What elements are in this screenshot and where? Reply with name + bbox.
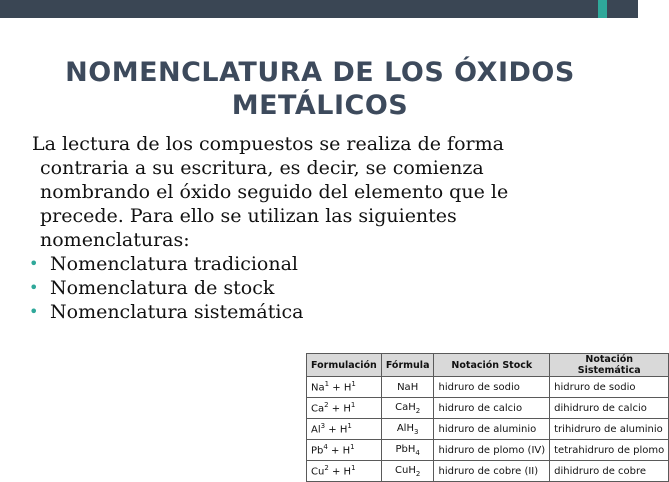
cell-formulation: $Al^3 + H^1$ (307, 419, 382, 440)
top-banner-accent (598, 0, 607, 18)
intro-paragraph (32, 132, 552, 252)
cell-systematic: tetrahidruro de plomo (550, 440, 669, 461)
cell-stock: hidruro de cobre (II) (434, 461, 550, 482)
top-banner-dark (0, 0, 598, 18)
cell-systematic: hidruro de sodio (550, 377, 669, 398)
slide-title-line-1: NOMENCLATURA DE LOS ÓXIDOS (65, 57, 575, 88)
slide-body (29, 132, 552, 324)
slide-title-line-2: METÁLICOS (231, 90, 409, 121)
paragraph-line: precede. Para ello se utilizan las siguientes (40, 205, 457, 227)
bullet-text: Nomenclatura sistemática (50, 301, 304, 323)
cell-formulation: $Ca^2 + H^1$ (307, 398, 382, 419)
paragraph-line: nomenclaturas: (40, 229, 190, 251)
table-row (307, 440, 669, 461)
cell-formulation: $Cu^2 + H^1$ (307, 461, 382, 482)
header-stock: Notación Stock (434, 354, 550, 377)
cell-formula: CaH$_2$ (381, 398, 434, 419)
cell-systematic: dihidruro de cobre (550, 461, 669, 482)
cell-formula: PbH$_4$ (381, 440, 434, 461)
header-sistematica: Notación Sistemática (550, 354, 669, 377)
top-banner-end (607, 0, 638, 18)
bullet-text: Nomenclatura tradicional (50, 253, 299, 275)
cell-formula: NaH (381, 377, 434, 398)
cell-stock: hidruro de aluminio (434, 419, 550, 440)
paragraph-line: contraria a su escritura, es decir, se comienza (40, 157, 484, 179)
top-banner (0, 0, 638, 18)
cell-formula: CuH$_2$ (381, 461, 434, 482)
bullet-dot-icon: • (29, 302, 39, 321)
paragraph-line: nombrando el óxido seguido del elemento que le (40, 181, 509, 203)
bullet-item (29, 300, 552, 324)
bullet-item (29, 276, 552, 300)
table-row (307, 377, 669, 398)
paragraph-line: La lectura de los compuestos se realiza de forma (32, 133, 504, 155)
cell-formula: AlH$_3$ (381, 419, 434, 440)
cell-formulation: $Na^1 + H^1$ (307, 377, 382, 398)
table-header-row (307, 354, 669, 377)
bullet-text: Nomenclatura de stock (50, 277, 275, 299)
cell-formulation: $Pb^4 + H^1$ (307, 440, 382, 461)
cell-stock: hidruro de plomo (IV) (434, 440, 550, 461)
cell-systematic: trihidruro de aluminio (550, 419, 669, 440)
header-formula: Fórmula (381, 354, 434, 377)
cell-stock: hidruro de calcio (434, 398, 550, 419)
hydride-table (306, 353, 669, 482)
header-formulacion: Formulación (307, 354, 382, 377)
cell-stock: hidruro de sodio (434, 377, 550, 398)
table-row (307, 419, 669, 440)
slide-title (40, 56, 600, 122)
bullet-dot-icon: • (29, 254, 39, 273)
bullet-list (29, 252, 552, 324)
cell-systematic: dihidruro de calcio (550, 398, 669, 419)
bullet-item (29, 252, 552, 276)
table-row (307, 461, 669, 482)
table-row (307, 398, 669, 419)
bullet-dot-icon: • (29, 278, 39, 297)
